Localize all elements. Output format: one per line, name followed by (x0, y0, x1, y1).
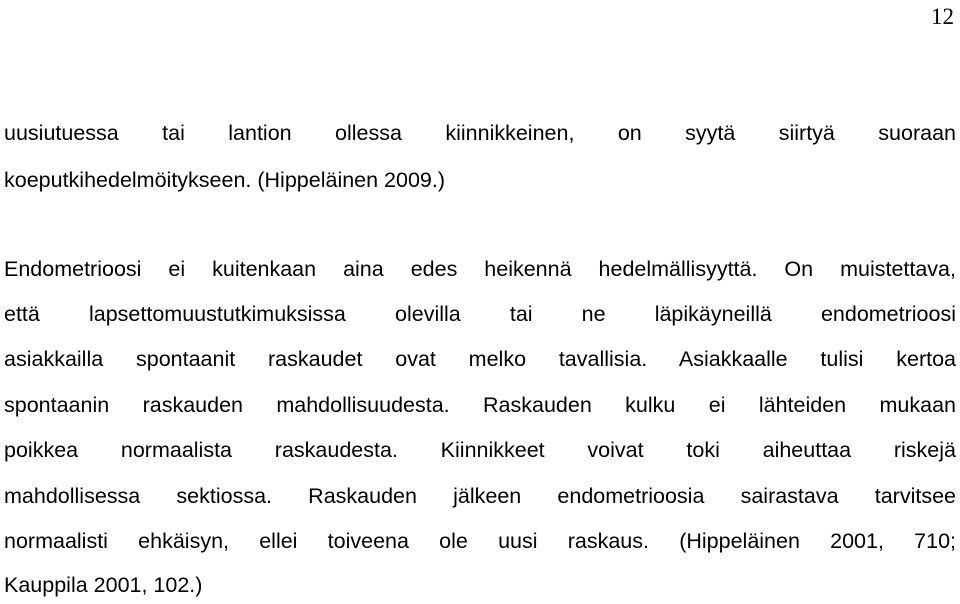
text-line: että lapsettomuustutkimuksissa olevilla tai ne läpikäyneillä endometrioosi (4, 302, 956, 326)
text-line: uusiutuessa tai lantion ollessa kiinnikkeinen, on syytä siirtyä suoraan (4, 121, 956, 145)
text-line: spontaanin raskauden mahdollisuudesta. Raskauden kulku ei lähteiden mukaan (4, 393, 956, 417)
text-line: Endometrioosi ei kuitenkaan aina edes heikennä hedelmällisyyttä. On muistettava, (4, 257, 956, 281)
text-line: mahdollisessa sektiossa. Raskauden jälkeen endometrioosia sairastava tarvitsee (4, 484, 956, 508)
text-line: asiakkailla spontaanit raskaudet ovat melko tavallisia. Asiakkaalle tulisi kertoa (4, 347, 956, 371)
text-line: Kauppila 2001, 102.) (4, 573, 203, 597)
page-number: 12 (931, 4, 954, 29)
text-line: poikkea normaalista raskaudesta. Kiinnikkeet voivat toki aiheuttaa riskejä (4, 438, 956, 462)
text-line: koeputkihedelmöitykseen. (Hippeläinen 2009.) (4, 168, 446, 192)
text-line: normaalisti ehkäisyn, ellei toiveena ole uusi raskaus. (Hippeläinen 2001, 710; (4, 529, 956, 553)
